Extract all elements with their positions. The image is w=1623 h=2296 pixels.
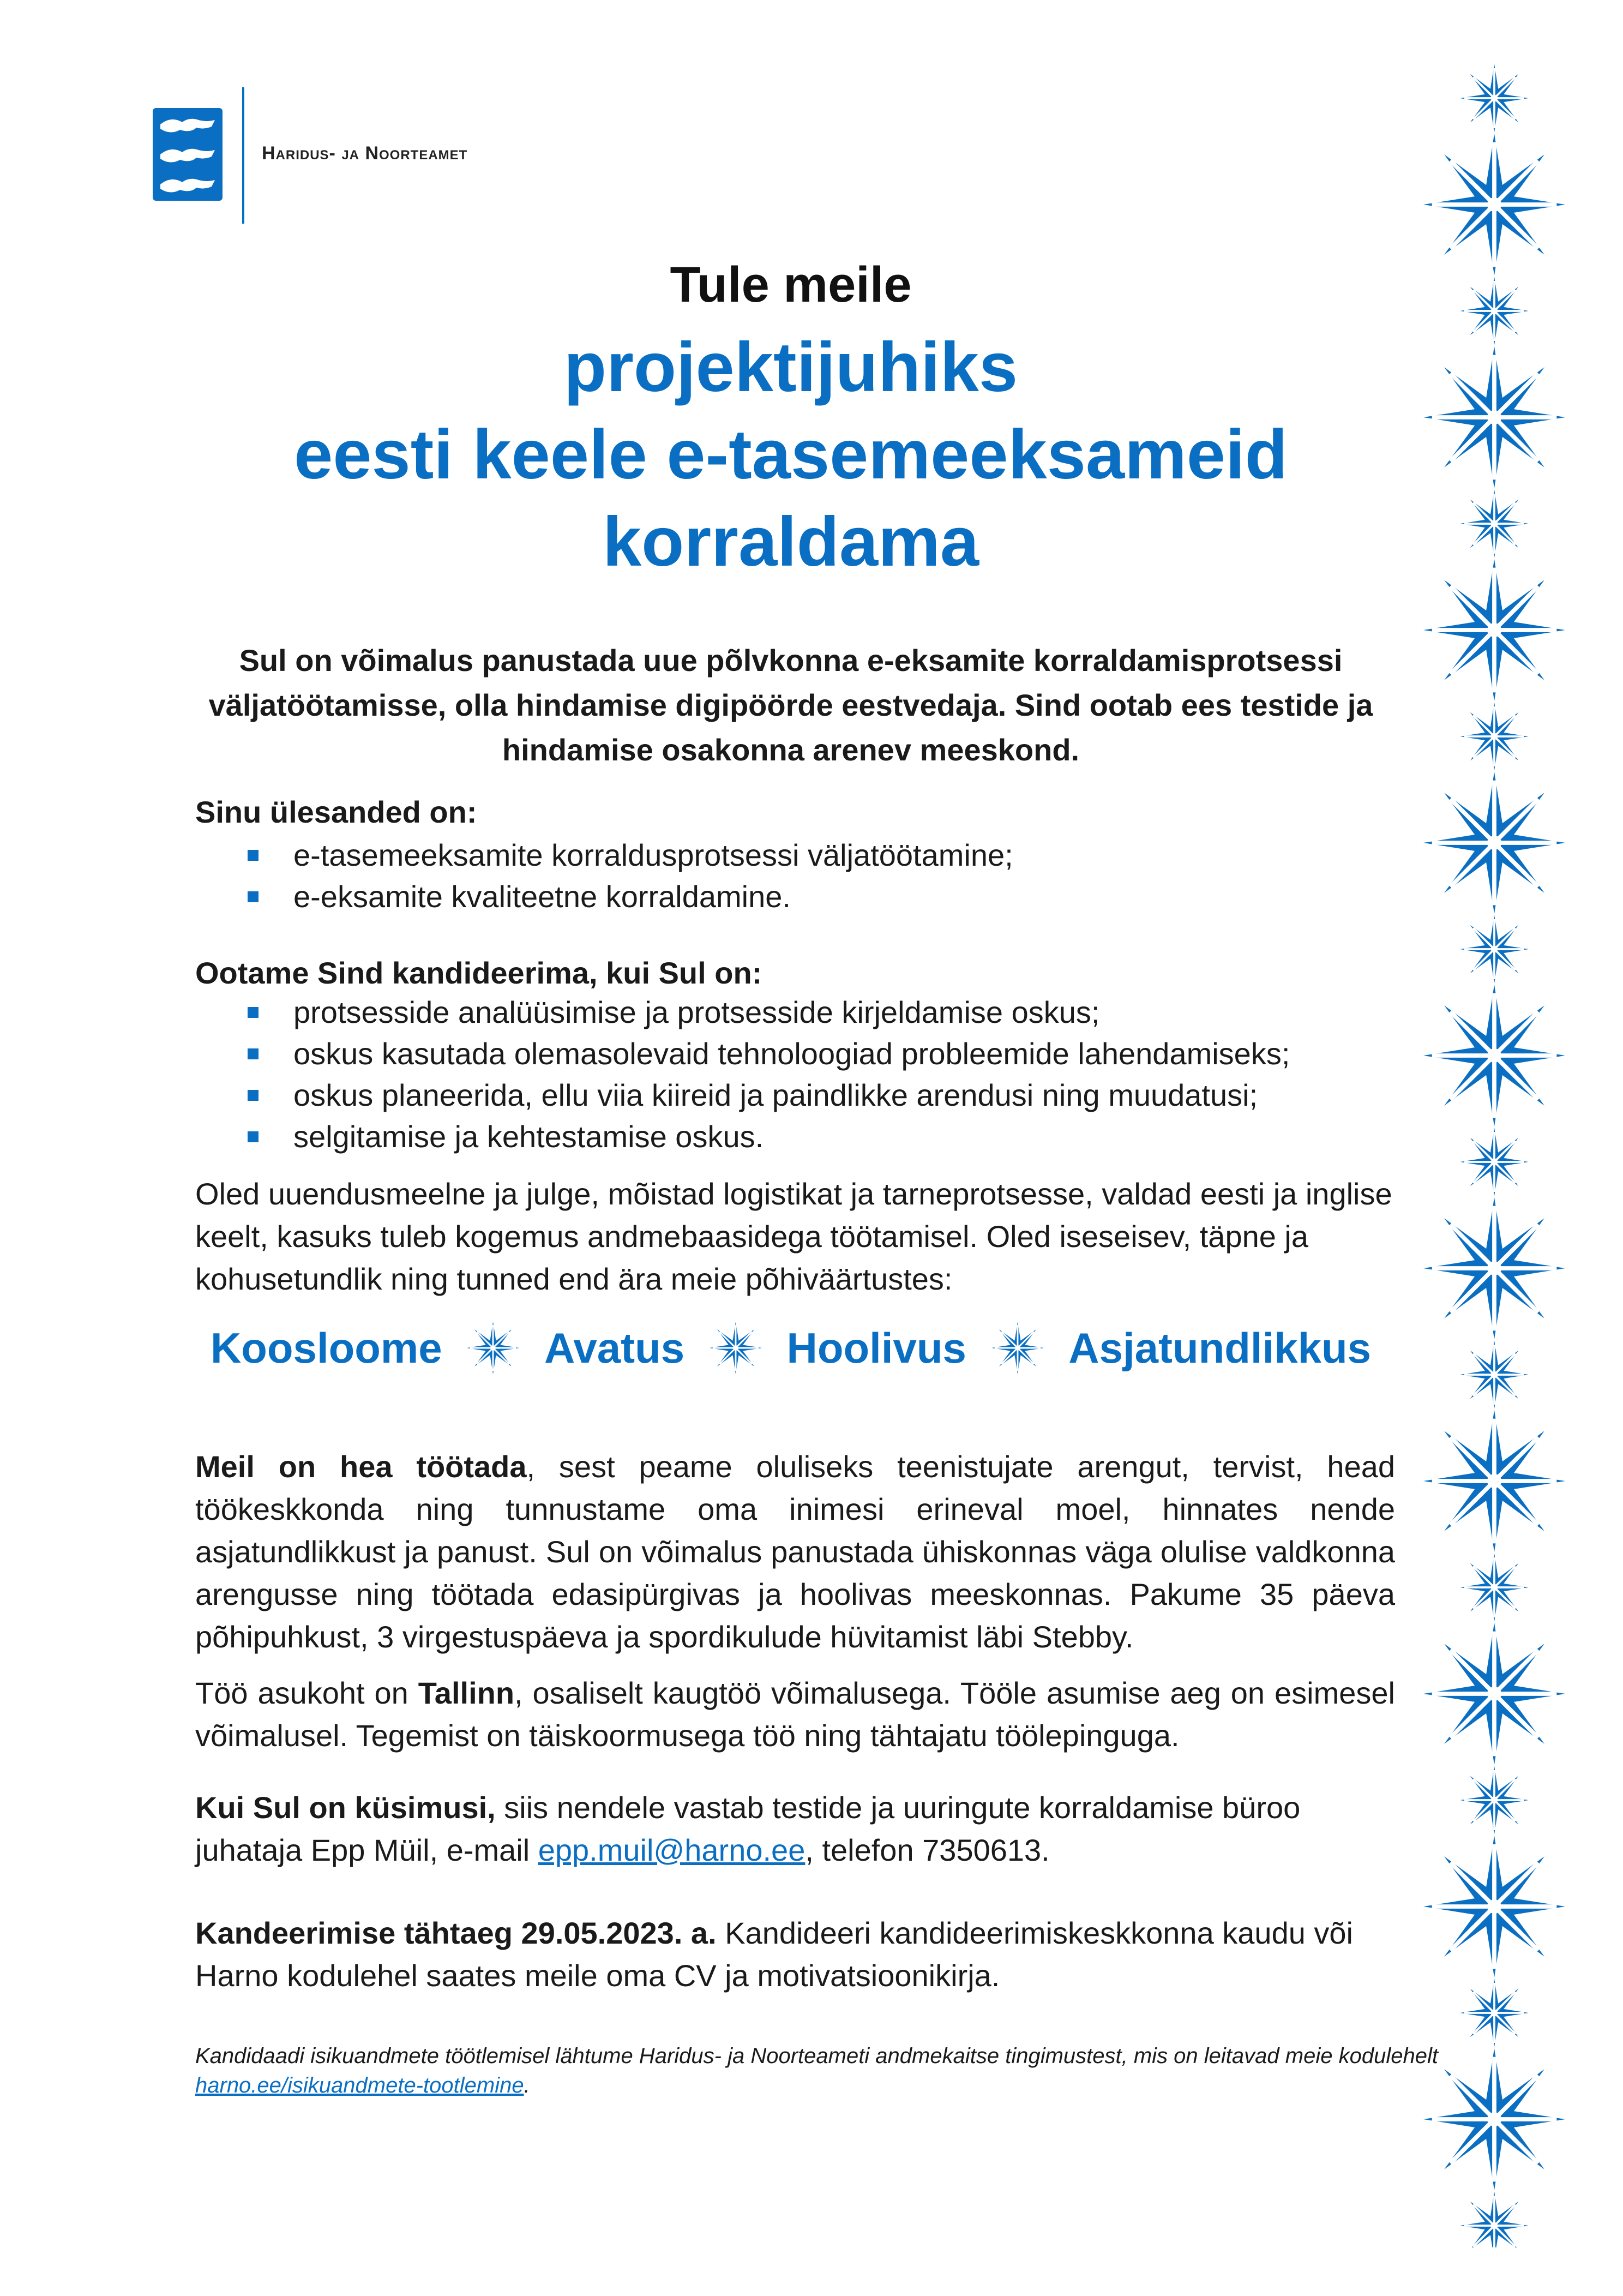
deadline-paragraph <box>195 1912 1395 1997</box>
lead-paragraph: Sul on võimalus panustada uue põlvkonna e-eksamite korraldamisprotsessi väljatöötamisse, olla hindamise digipöörde eestvedaja. Sind ootab ees testide ja hindamise osakonna arenev meeskond. <box>208 643 1373 767</box>
deadline-text: Kandideeri kandideerimiskeskkonna kaudu või Harno kodulehel saates meile oma CV ja motivatsioonikirja. <box>195 1916 1353 1993</box>
list-item <box>195 1075 1395 1116</box>
tasks-list <box>195 835 1395 918</box>
deadline-lead: Kandeerimise tähtaeg 29.05.2023. a. <box>195 1916 717 1950</box>
large-star-icon <box>1423 559 1565 701</box>
contact-lead: Kui Sul on küsimusi, <box>195 1790 496 1825</box>
value-avatus: Avatus <box>544 1323 685 1372</box>
list-item-text: e-eksamite kvaliteetne korraldamine. <box>293 879 791 914</box>
list-item <box>195 992 1395 1033</box>
small-star-icon <box>1460 2192 1529 2248</box>
privacy-link[interactable]: harno.ee/isikuandmete-tootlemine <box>195 2073 524 2097</box>
list-item-text: oskus planeerida, ellu viia kiireid ja paindlikke arendusi ning muudatusi; <box>293 1078 1258 1112</box>
list-item <box>195 876 1395 918</box>
header-divider <box>242 87 244 224</box>
list-item-text: oskus kasutada olemasolevaid tehnoloogiad probleemide lahendamiseks; <box>293 1036 1290 1071</box>
small-star-icon <box>1460 1766 1529 1835</box>
footnote-after: . <box>524 2073 530 2097</box>
large-star-icon <box>1423 1623 1565 1765</box>
large-star-icon <box>1423 985 1565 1126</box>
footnote-text: Kandidaadi isikuandmete töötlemisel lähtume Haridus- ja Noorteameti andmekaitse tingimustest, mis on leitavad meie kodulehelt <box>195 2044 1438 2068</box>
location-paragraph <box>195 1672 1395 1757</box>
small-star-icon <box>1460 64 1529 133</box>
requirements-list <box>195 992 1395 1158</box>
list-item-text: e-tasemeeksamite korraldusprotsessi väljatöötamine; <box>293 838 1013 872</box>
title-intro: Tule meile <box>670 257 912 313</box>
benefits-paragraph <box>195 1446 1395 1658</box>
bullet-square <box>248 1048 259 1059</box>
star-icon <box>991 1322 1044 1374</box>
list-item-text: selgitamise ja kehtestamise oskus. <box>293 1119 764 1154</box>
star-icon <box>710 1322 762 1374</box>
small-star-icon <box>1460 490 1529 558</box>
small-star-icon <box>1460 1554 1529 1622</box>
benefits-lead: Meil on hea töötada <box>195 1449 527 1484</box>
contact-after: , telefon 7350613. <box>805 1833 1050 1867</box>
location-after: , osaliselt kaugtöö võimalusega. Tööle asumise aeg on esimesel võimalusel. Tegemist on täiskoormusega töö ning tähtajatu töölepinguga. <box>195 1676 1395 1753</box>
large-star-icon <box>1423 2048 1565 2190</box>
small-star-icon <box>1460 1341 1529 1409</box>
privacy-footnote <box>195 2041 1450 2100</box>
core-values <box>0 1320 1582 1374</box>
small-star-icon <box>1460 915 1529 984</box>
large-star-icon <box>1423 1836 1565 1977</box>
title-line-2: eesti keele e-tasemeeksameid <box>294 416 1288 494</box>
estonian-star-pattern-icon <box>1412 60 1576 2247</box>
personality-paragraph: Oled uuendusmeelne ja julge, mõistad logistikat ja tarneprotsesse, valdad eesti ja inglise keelt, kasuks tuleb kogemus andmebaasidega töötamisel. Oled iseseisev, täpne ja kohusetundlik ning tunned end ära meie põhiväärtustes: <box>195 1177 1392 1296</box>
location-before: Töö asukoht on <box>195 1676 418 1710</box>
value-koosloome: Koosloome <box>210 1323 442 1372</box>
small-star-icon <box>1460 1128 1529 1196</box>
list-item-text: protsesside analüüsimise ja protsesside kirjeldamise oskus; <box>293 995 1100 1029</box>
large-star-icon <box>1423 1410 1565 1552</box>
small-star-icon <box>1460 277 1529 345</box>
small-star-icon <box>1460 1979 1529 2047</box>
location-city: Tallinn <box>418 1676 515 1710</box>
large-star-icon <box>1423 134 1565 275</box>
bullet-square <box>248 1007 259 1018</box>
bullet-square <box>248 891 259 902</box>
large-star-icon <box>1423 1197 1565 1339</box>
small-star-icon <box>1460 703 1529 771</box>
agency-name: Haridus- ja Noorteamet <box>262 143 468 164</box>
contact-text: siis nendele vastab testide ja uuringute korraldamise büroo juhataja Epp Müil, e-mail <box>195 1790 1301 1867</box>
bullet-square <box>248 1090 259 1101</box>
bullet-square <box>248 850 259 861</box>
title-line-1: projektijuhiks <box>563 328 1018 406</box>
coat-of-arms-icon <box>153 108 223 201</box>
list-item <box>195 1116 1395 1158</box>
value-asjatundlikkus: Asjatundlikkus <box>1068 1323 1372 1372</box>
large-star-icon <box>1423 772 1565 914</box>
contact-paragraph <box>195 1787 1395 1872</box>
tasks-heading: Sinu ülesanded on: <box>195 795 477 829</box>
title-line-3: korraldama <box>602 503 979 581</box>
benefits-text: , sest peame oluliseks teenistujate arengut, tervist, head töökeskkonda ning tunnustame oma inimesi erineval moel, hinnates nende asjatundlikkust ja panust. Sul on võimalus panustada ühiskonnas väga olulise valdkonna arengusse ning töötada edasipürgivas ja hoolivas meeskonnas. Pakume 35 päeva põhipuhkust, 3 virgestuspäeva ja spordikulude hüvitamist läbi Stebby. <box>195 1449 1396 1654</box>
list-item <box>195 1033 1395 1075</box>
requirements-heading: Ootame Sind kandideerima, kui Sul on: <box>195 956 762 990</box>
value-hoolivus: Hoolivus <box>786 1323 966 1372</box>
contact-email-link[interactable]: epp.muil@harno.ee <box>538 1833 806 1867</box>
bullet-square <box>248 1131 259 1142</box>
large-star-icon <box>1423 346 1565 488</box>
star-icon <box>467 1322 519 1374</box>
list-item <box>195 835 1395 876</box>
